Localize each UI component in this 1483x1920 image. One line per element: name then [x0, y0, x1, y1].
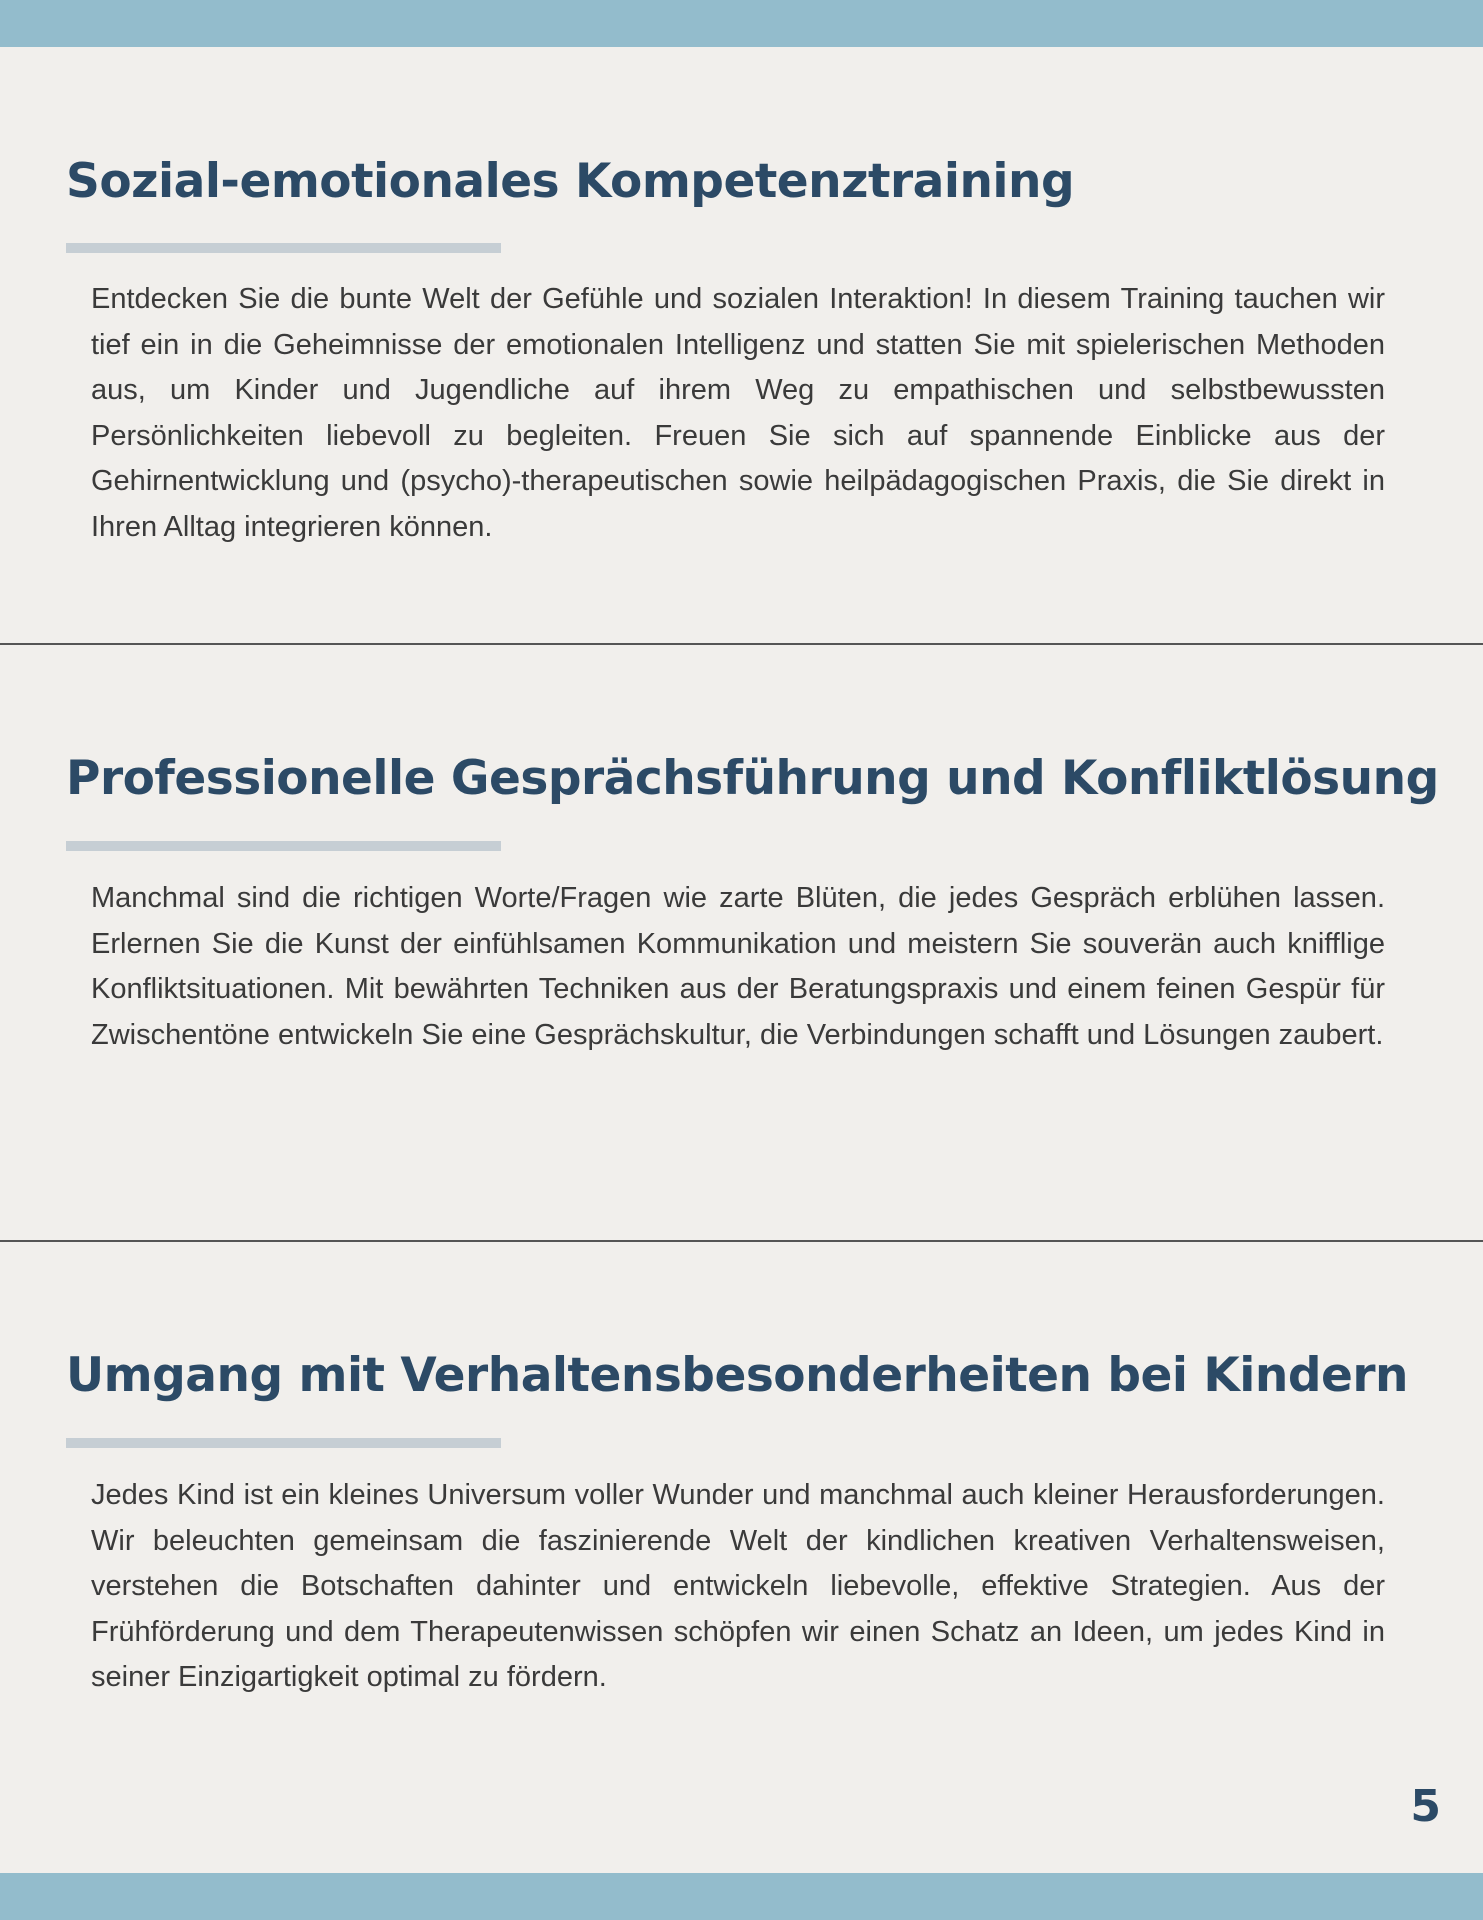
title-underline [66, 1438, 501, 1448]
section-body-gespraechsfuehrung: Manchmal sind die richtigen Worte/Fragen wie zarte Blüten, die jedes Gespräch erblühen lassen. Erlernen Sie die Kunst der einfühlsamen Kommunikation und meistern Sie souverän auch knifflige Konfliktsituationen. Mit bewährten Techniken aus der Beratungspraxis und einem feinen Gespür für Zwischentöne entwickeln Sie eine Gesprächskultur, die Verbindungen schafft und Lösungen zaubert. [91, 882, 1385, 1051]
top-accent-bar [0, 0, 1483, 47]
section-title-verhaltensbesonderheiten: Umgang mit Verhaltensbesonderheiten bei Kindern [66, 1348, 1409, 1403]
section-title-gespraechsfuehrung: Professionelle Gesprächsführung und Konfliktlösung [66, 751, 1439, 806]
section-title-sozial-emotional: Sozial-emotionales Kompetenztraining [66, 154, 1075, 209]
section-divider [0, 1240, 1483, 1242]
bottom-accent-bar [0, 1873, 1483, 1920]
section-body-sozial-emotional: Entdecken Sie die bunte Welt der Gefühle und sozialen Interaktion! In diesem Training tauchen wir tief ein in die Geheimnisse der emotionalen Intelligenz und statten Sie mit spielerischen Methoden aus, um Kinder und Jugendliche auf ihrem Weg zu empathischen und selbstbewussten Persönlichkeiten liebevoll zu begleiten. Freuen Sie sich auf spannende Einblicke aus der Gehirnentwicklung und (psycho)-therapeutischen sowie heilpädagogischen Praxis, die Sie direkt in Ihren Alltag integrieren können. [91, 283, 1385, 543]
section-body-verhaltensbesonderheiten: Jedes Kind ist ein kleines Universum voller Wunder und manchmal auch kleiner Herausforderungen. Wir beleuchten gemeinsam die faszinierende Welt der kindlichen kreativen Verhaltensweisen, verstehen die Botschaften dahinter und entwickeln liebevolle, effektive Strategien. Aus der Frühförderung und dem Therapeutenwissen schöpfen wir einen Schatz an Ideen, um jedes Kind in seiner Einzigartigkeit optimal zu fördern. [91, 1479, 1385, 1694]
title-underline [66, 841, 501, 851]
page-number: 5 [1410, 1781, 1441, 1832]
title-underline [66, 243, 501, 253]
section-divider [0, 643, 1483, 645]
